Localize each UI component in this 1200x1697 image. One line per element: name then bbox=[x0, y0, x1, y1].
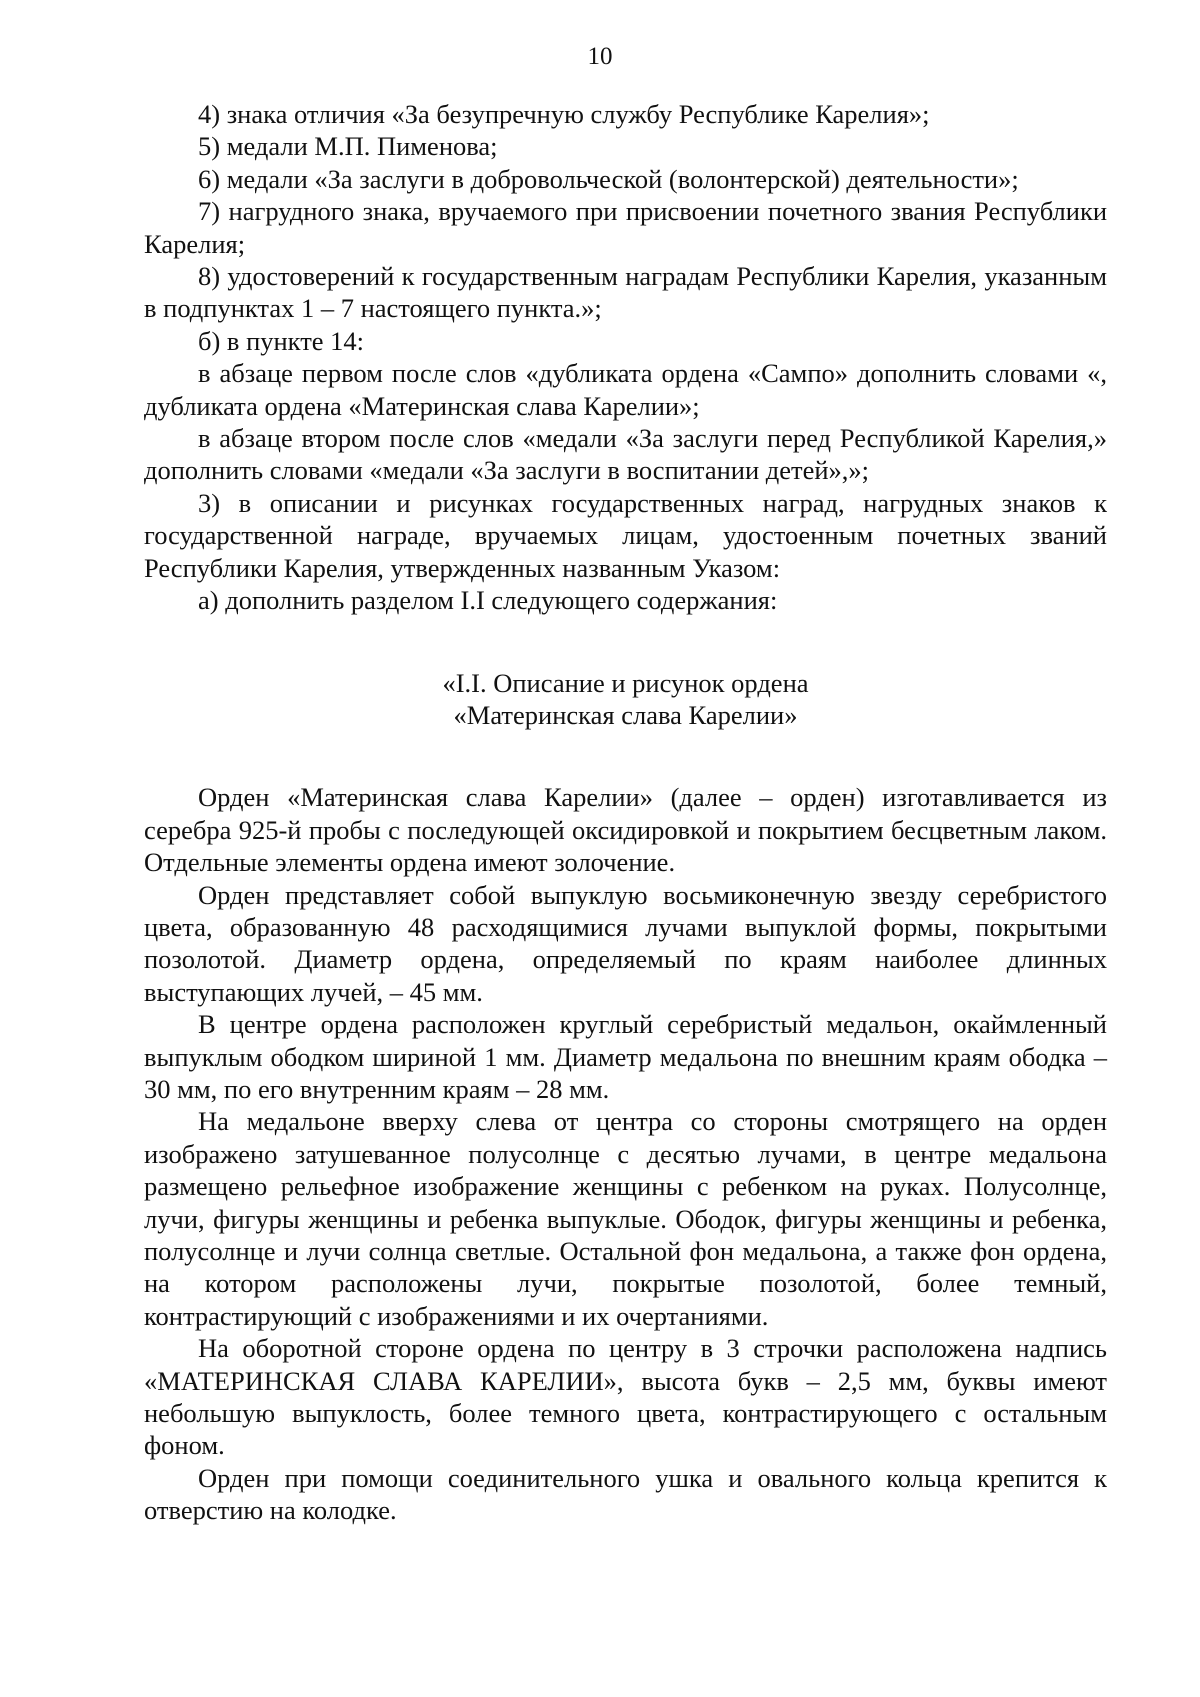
section-heading-line-2: «Материнская слава Карелии» bbox=[453, 699, 798, 730]
subpoint-b: б) в пункте 14: bbox=[198, 325, 365, 356]
page-number: 10 bbox=[587, 43, 613, 70]
description-paragraph: На оборотной стороне ордена по центру в 3 строчки расположена надпись «МАТЕРИНСКАЯ СЛАВА КАРЕЛИИ», высота букв – 2,5 мм, буквы имеют небольшую выпуклость, более темного цвета, контрастирующего с остальным фоном. bbox=[144, 1333, 1107, 1461]
list-item-8: 8) удостоверений к государственным наградам Республики Карелия, указанным в подпунктах 1 – 7 настоящего пункта.»; bbox=[144, 261, 1107, 324]
description-paragraph: В центре ордена расположен круглый серебристый медальон, окаймленный выпуклым ободком шириной 1 мм. Диаметр медальона по внешним краям ободка – 30 мм, по его внутренним краям – 28 мм. bbox=[144, 1009, 1107, 1104]
amendment-paragraph-2: в абзаце втором после слов «медали «За заслуги перед Республикой Карелия,» дополнить словами «медали «За заслуги в воспитании детей»,»; bbox=[144, 423, 1107, 486]
subpoint-a: а) дополнить разделом I.I следующего содержания: bbox=[198, 585, 778, 616]
list-item-6: 6) медали «За заслуги в добровольческой (волонтерской) деятельности»; bbox=[198, 163, 1019, 194]
description-paragraph: Орден представляет собой выпуклую восьмиконечную звезду серебристого цвета, образованную 48 расходящимися лучами выпуклой формы, покрытыми позолотой. Диаметр ордена, определяемый по краям наиболее длинных выступающих лучей, – 45 мм. bbox=[144, 879, 1107, 1007]
description-paragraph: Орден при помощи соединительного ушка и овального кольца крепится к отверстию на колодке. bbox=[144, 1462, 1107, 1526]
description-paragraph: Орден «Материнская слава Карелии» (далее – орден) изготавливается из серебра 925-й пробы с последующей оксидировкой и покрытием бесцветным лаком. Отдельные элементы ордена имеют золочение. bbox=[144, 782, 1107, 878]
list-item-5: 5) медали М.П. Пименова; bbox=[198, 131, 498, 162]
point-3: 3) в описании и рисунках государственных наград, нагрудных знаков к государственной награде, вручаемых лицам, удостоенным почетных званий Республики Карелия, утвержденных названным Указом: bbox=[144, 487, 1107, 583]
section-heading bbox=[144, 667, 1107, 732]
list-item-4: 4) знака отличия «За безупречную службу Республике Карелия»; bbox=[198, 99, 930, 129]
description-paragraph: На медальоне вверху слева от центра со стороны смотрящего на орден изображено затушеванное полусолнце с десятью лучами, в центре медальона размещено рельефное изображение женщины с ребенком на руках. Полусолнце, лучи, фигуры женщины и ребенка выпуклые. Ободок, фигуры женщины и ребенка, полусолнце и лучи солнца светлые. Остальной фон медальона, а также фон ордена, на котором расположены лучи, покрытые позолотой, более темный, контрастирующий с изображениями и их очертаниями. bbox=[144, 1106, 1107, 1331]
document-body bbox=[144, 98, 1107, 1527]
section-heading-line-1: «I.I. Описание и рисунок ордена bbox=[442, 667, 809, 698]
amendment-paragraph-1: в абзаце первом после слов «дубликата ордена «Сампо» дополнить словами «, дубликата ордена «Материнская слава Карелии»; bbox=[144, 358, 1107, 421]
list-item-7: 7) нагрудного знака, вручаемого при присвоении почетного звания Республики Карелия; bbox=[144, 196, 1107, 259]
